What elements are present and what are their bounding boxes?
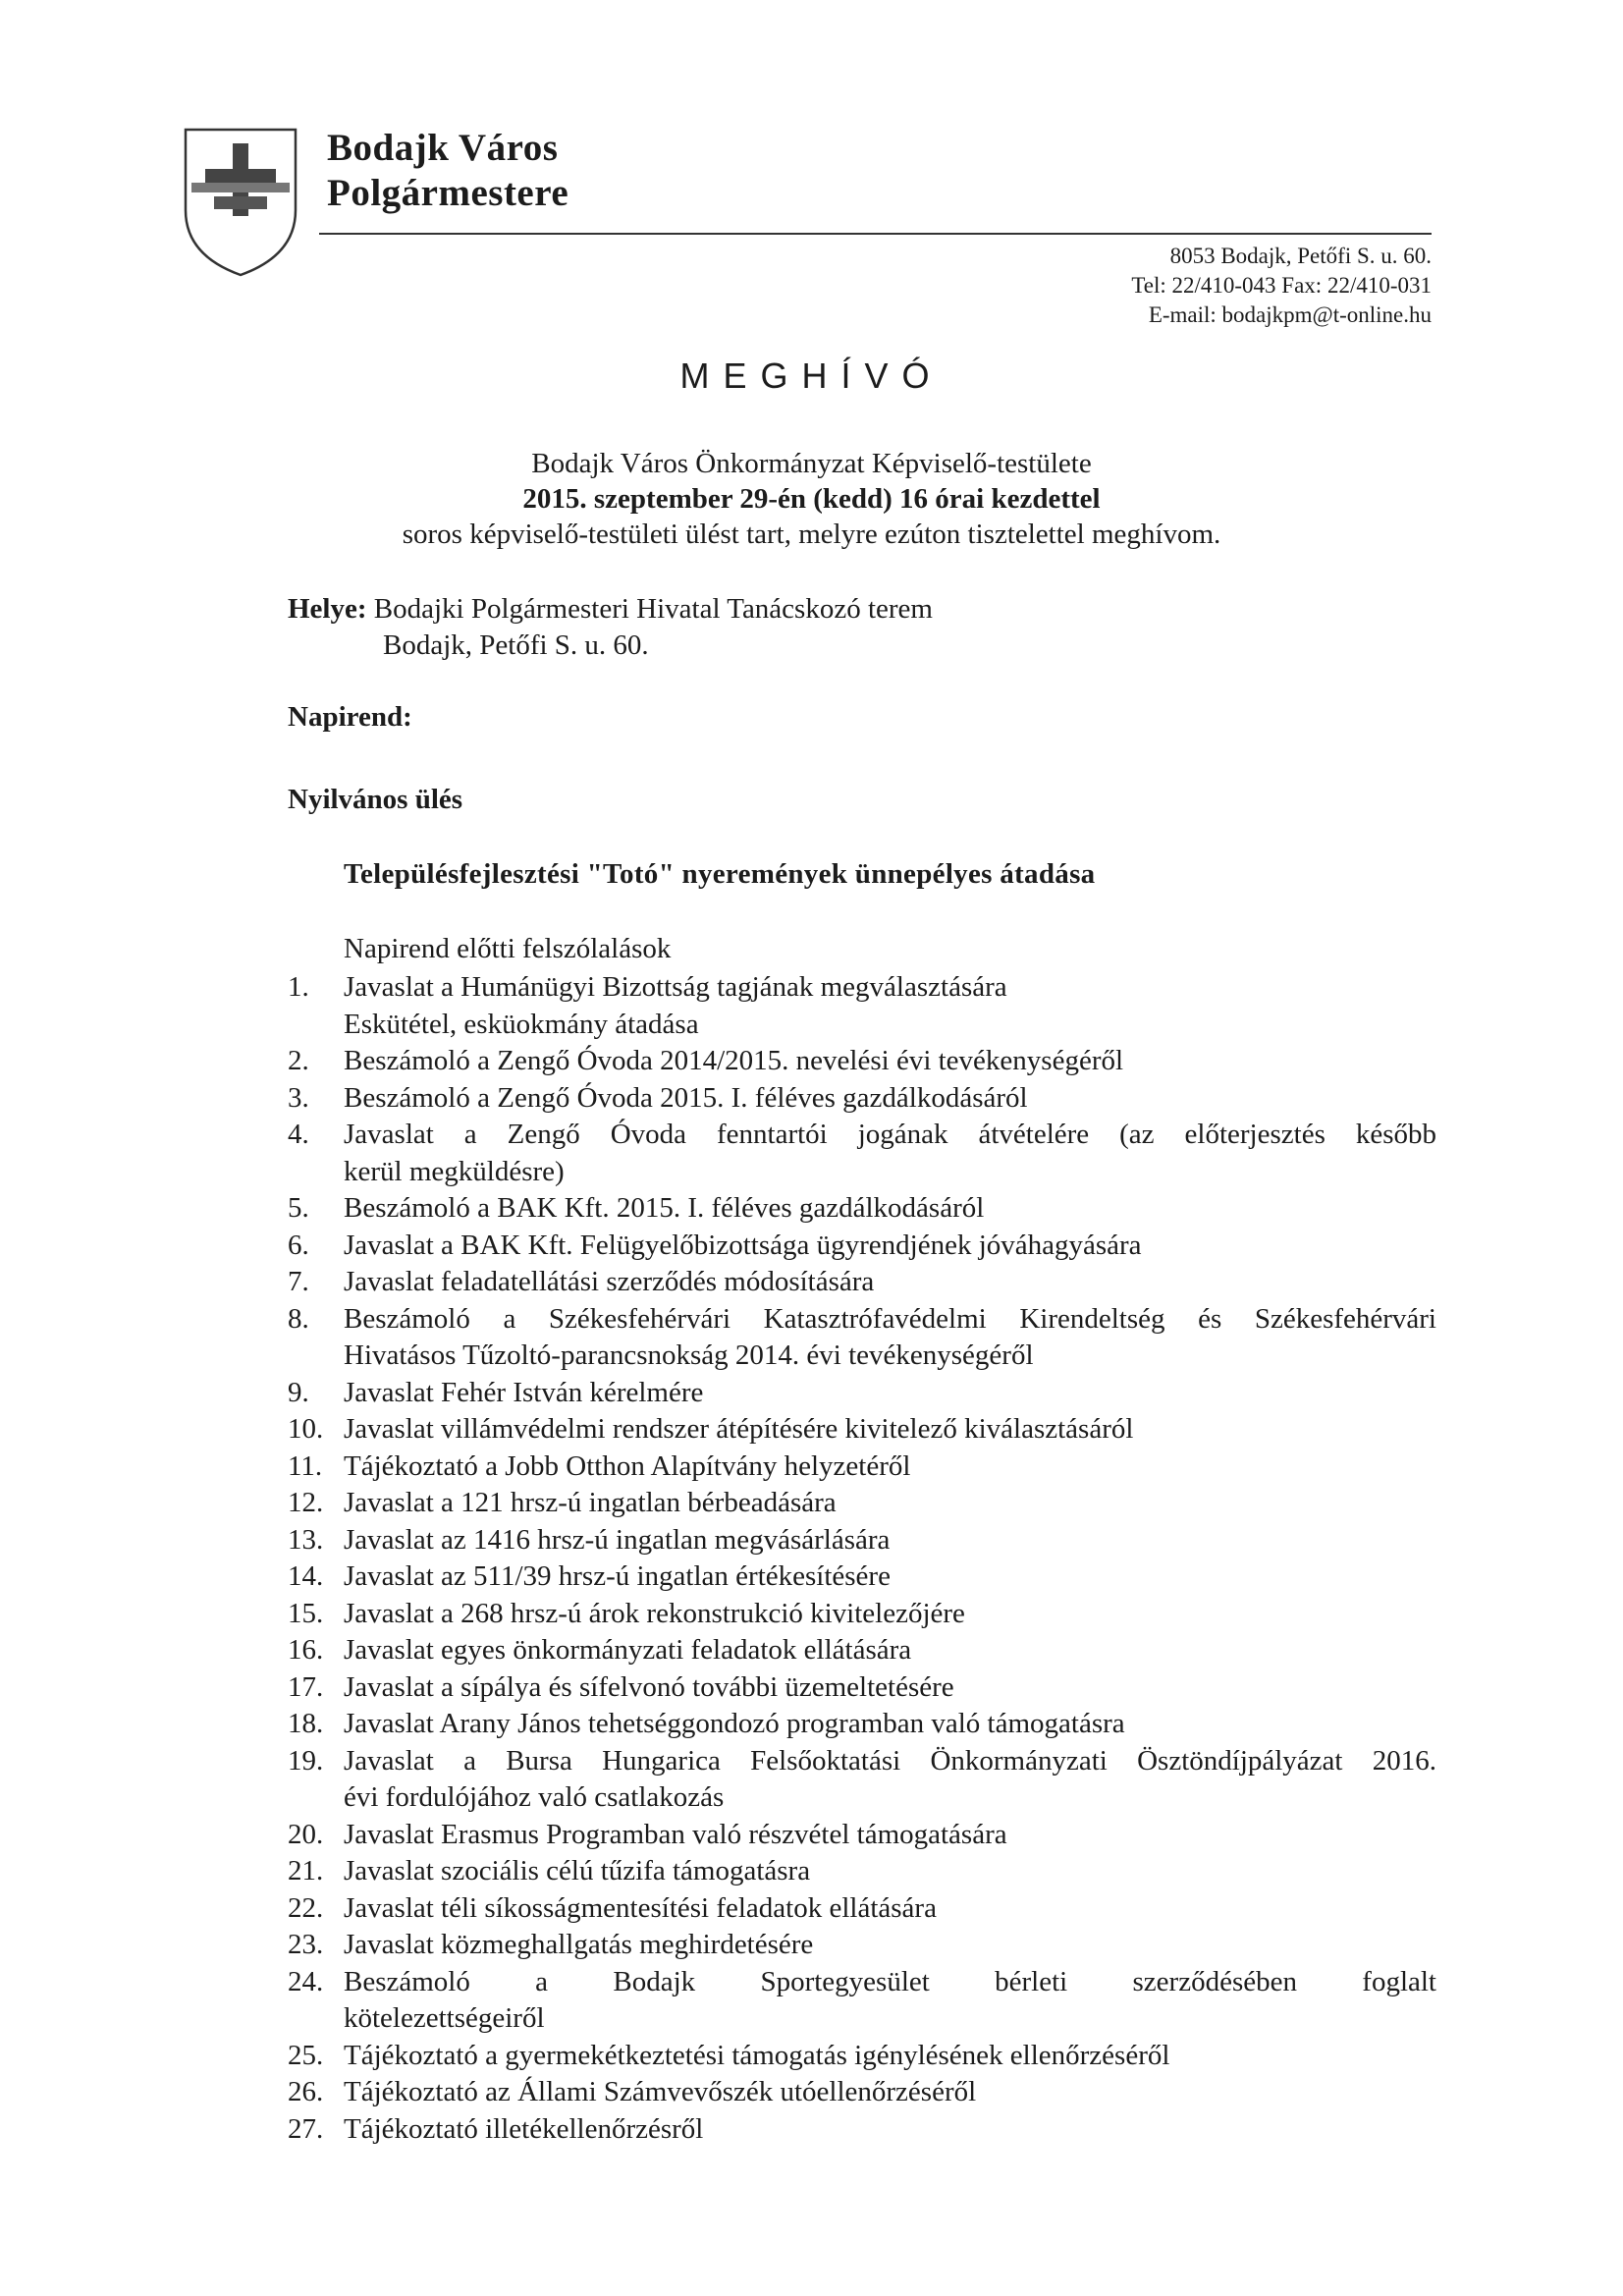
agenda-item	[288, 1558, 1436, 1596]
agenda-item-text: Javaslat szociális célú tűzifa támogatásra	[344, 1855, 811, 1886]
agenda-item-number: 3.	[288, 1081, 309, 1114]
agenda-item-number: 20.	[288, 1818, 324, 1850]
org-name-line2: Polgármestere	[327, 172, 569, 214]
venue-line1: Bodajki Polgármesteri Hivatal Tanácskozó terem	[373, 593, 933, 625]
intro-line1: Bodajk Város Önkormányzat Képviselő-testülete	[531, 448, 1092, 479]
agenda-item-number	[288, 1154, 344, 1191]
agenda-item-text: Beszámoló a BAK Kft. 2015. I. féléves gazdálkodásáról	[344, 1192, 985, 1224]
header-divider	[319, 233, 1432, 235]
agenda-item-text: Javaslat a 268 hrsz-ú árok rekonstrukció kivitelezőjére	[344, 1597, 965, 1629]
agenda-item-number: 6.	[288, 1229, 309, 1261]
agenda-item	[288, 1375, 1436, 1412]
agenda-item-text: Javaslat egyes önkormányzati feladatok ellátására	[344, 1634, 912, 1666]
agenda-item-text: Javaslat villámvédelmi rendszer átépítésére kivitelező kiválasztásáról	[344, 1413, 1134, 1445]
agenda-item	[288, 1043, 1436, 1080]
toto-announcement: Településfejlesztési "Totó" nyeremények ünnepélyes átadása	[344, 858, 1096, 890]
agenda-item	[288, 1706, 1436, 1743]
agenda-item-text: Tájékoztató a Jobb Otthon Alapítvány helyzetéről	[344, 1449, 911, 1482]
org-title	[327, 126, 568, 216]
agenda-item-text: Javaslat a Bursa Hungarica Felsőoktatási Önkormányzati Ösztöndíjpályázat 2016.	[344, 1744, 1436, 1777]
agenda-item	[288, 1301, 1436, 1339]
agenda-item-number: 15.	[288, 1597, 324, 1629]
agenda-item-number: 18.	[288, 1708, 324, 1739]
agenda-item-number: 11.	[288, 1449, 323, 1482]
agenda-list	[288, 969, 1436, 2148]
agenda-item-number: 22.	[288, 1891, 324, 1924]
document-title: MEGHÍVÓ	[679, 355, 944, 396]
agenda-item	[288, 2000, 1436, 2038]
agenda-item	[288, 1190, 1436, 1228]
agenda-item-text: Javaslat téli síkosságmentesítési feladatok ellátására	[344, 1891, 937, 1924]
agenda-item	[288, 1485, 1436, 1522]
agenda-item-text: Javaslat a Humánügyi Bizottság tagjának megválasztására	[344, 971, 1007, 1003]
agenda-item-number: 4.	[288, 1119, 309, 1150]
address: 8053 Bodajk, Petőfi S. u. 60.	[1169, 244, 1432, 268]
agenda-item	[288, 2111, 1436, 2149]
agenda-item	[288, 1228, 1436, 1265]
agenda-item-text: Javaslat feladatellátási szerződés módosítására	[344, 1266, 875, 1297]
email: E-mail: bodajkpm@t-online.hu	[1148, 302, 1432, 327]
agenda-item	[288, 1264, 1436, 1301]
agenda-item-text: Hivatásos Tűzoltó-parancsnokság 2014. évi tevékenységéről	[344, 1339, 1034, 1371]
agenda-item-text: Beszámoló a Zengő Óvoda 2015. I. féléves gazdálkodásáról	[344, 1081, 1028, 1114]
agenda-item	[288, 2074, 1436, 2111]
agenda-item-number	[288, 1007, 344, 1044]
agenda-item-number	[288, 1779, 344, 1817]
agenda-item	[288, 1632, 1436, 1669]
contact-block	[1131, 242, 1432, 330]
agenda-item-text: Javaslat a sípálya és sífelvonó további üzemeltetésére	[344, 1670, 954, 1703]
agenda-item-number: 12.	[288, 1487, 324, 1518]
agenda-item	[288, 969, 1436, 1007]
agenda-item-text: Eskütétel, esküokmány átadása	[344, 1008, 699, 1040]
agenda-item-number: 24.	[288, 1965, 324, 1997]
agenda-item-text: Beszámoló a Székesfehérvári Katasztrófavédelmi Kirendeltség és Székesfehérvári	[344, 1302, 1436, 1335]
tel-fax: Tel: 22/410-043 Fax: 22/410-031	[1131, 273, 1432, 298]
agenda-item-text: Javaslat a BAK Kft. Felügyelőbizottsága ügyrendjének jóváhagyására	[344, 1229, 1142, 1261]
agenda-item-text: Javaslat Erasmus Programban való részvétel támogatására	[344, 1818, 1007, 1850]
agenda-item	[288, 1080, 1436, 1118]
agenda-item	[288, 1779, 1436, 1817]
agenda-item-number: 7.	[288, 1266, 309, 1297]
agenda-item-number: 14.	[288, 1560, 324, 1592]
agenda-item-number: 13.	[288, 1523, 324, 1556]
agenda-item-number: 19.	[288, 1744, 324, 1777]
agenda-item-number	[288, 1338, 344, 1375]
agenda-item-text: Tájékoztató az Állami Számvevőszék utóellenőrzéséről	[344, 2076, 977, 2107]
agenda-item	[288, 1117, 1436, 1154]
agenda-item-text: Javaslat az 511/39 hrsz-ú ingatlan értékesítésére	[344, 1560, 891, 1592]
intro-block	[0, 446, 1623, 552]
agenda-item-text: kötelezettségeiről	[344, 2002, 545, 2034]
agenda-item-text: Javaslat Arany János tehetséggondozó programban való támogatásra	[344, 1708, 1125, 1739]
venue	[288, 591, 933, 664]
agenda-item-number	[288, 2000, 344, 2038]
agenda-item	[288, 1596, 1436, 1633]
agenda-item	[288, 1964, 1436, 2001]
public-session-heading: Nyilvános ülés	[288, 784, 463, 815]
agenda-item	[288, 1007, 1436, 1044]
agenda-item	[288, 1743, 1436, 1780]
agenda-item-number: 1.	[288, 971, 309, 1003]
agenda-item	[288, 1449, 1436, 1486]
agenda-item	[288, 1890, 1436, 1928]
agenda-item-number: 17.	[288, 1670, 324, 1703]
agenda-item	[288, 2038, 1436, 2075]
agenda-item-number: 25.	[288, 2039, 324, 2071]
agenda-item-text: Javaslat a 121 hrsz-ú ingatlan bérbeadására	[344, 1487, 837, 1518]
agenda-item	[288, 1154, 1436, 1191]
agenda-item-text: Beszámoló a Bodajk Sportegyesület bérleti szerződésében foglalt	[344, 1965, 1436, 1997]
agenda-item	[288, 1669, 1436, 1707]
agenda-item-text: Javaslat közmeghallgatás meghirdetésére	[344, 1929, 814, 1960]
meeting-date: 2015. szeptember 29-én (kedd) 16 órai kezdettel	[522, 483, 1101, 515]
agenda-item-number: 10.	[288, 1413, 324, 1445]
agenda-item-text: Tájékoztató a gyermekétkeztetési támogatás igénylésének ellenőrzéséről	[344, 2039, 1170, 2071]
agenda-item-number: 23.	[288, 1929, 324, 1960]
agenda-item	[288, 1817, 1436, 1854]
agenda-item	[288, 1853, 1436, 1890]
agenda-item	[288, 1411, 1436, 1449]
coat-of-arms-icon	[182, 126, 299, 279]
agenda-item-number: 21.	[288, 1855, 324, 1886]
agenda-item-text: évi fordulójához való csatlakozás	[344, 1781, 725, 1813]
agenda-item-number: 9.	[288, 1376, 309, 1408]
venue-label: Helye:	[288, 593, 367, 625]
agenda-heading: Napirend:	[288, 701, 412, 733]
agenda-item-number: 26.	[288, 2076, 324, 2107]
agenda-item-number: 8.	[288, 1302, 309, 1335]
intro-line3: soros képviselő-testületi ülést tart, melyre ezúton tisztelettel meghívom.	[402, 519, 1221, 550]
venue-line2: Bodajk, Petőfi S. u. 60.	[383, 629, 649, 661]
agenda-item-number: 16.	[288, 1634, 324, 1666]
agenda-item-number: 5.	[288, 1192, 309, 1224]
agenda-item-number: 27.	[288, 2112, 324, 2145]
agenda-item-text: kerül megküldésre)	[344, 1155, 565, 1187]
agenda-item-text: Beszámoló a Zengő Óvoda 2014/2015. nevelési évi tevékenységéről	[344, 1045, 1124, 1076]
org-name-line1: Bodajk Város	[327, 127, 559, 169]
agenda-item-text: Javaslat az 1416 hrsz-ú ingatlan megvásárlására	[344, 1523, 891, 1556]
agenda-item	[288, 1522, 1436, 1559]
agenda-item-number: 2.	[288, 1045, 309, 1076]
agenda-item-text: Javaslat Fehér István kérelmére	[344, 1376, 704, 1408]
agenda-item-text: Tájékoztató illetékellenőrzésről	[344, 2112, 704, 2145]
agenda-item	[288, 1927, 1436, 1964]
agenda-item-text: Javaslat a Zengő Óvoda fenntartói jogának átvételére (az előterjesztés később	[344, 1119, 1436, 1150]
agenda-item	[288, 1338, 1436, 1375]
pre-agenda-item: Napirend előtti felszólalások	[344, 933, 672, 964]
